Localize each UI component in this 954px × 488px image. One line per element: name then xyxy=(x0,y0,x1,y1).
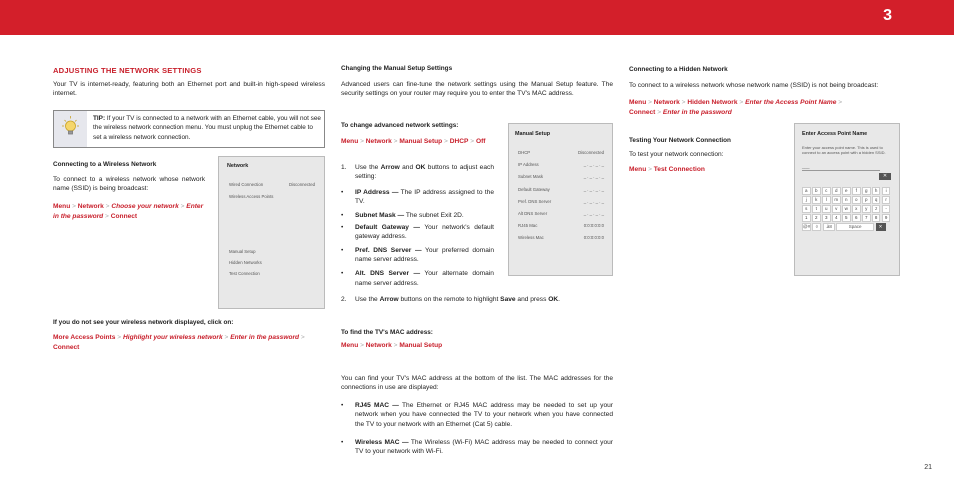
tip-label: TIP: xyxy=(93,115,106,122)
change-heading: To change advanced network settings: xyxy=(341,122,459,129)
not-see-heading: If you do not see your wireless network displayed, click on: xyxy=(53,319,234,326)
list-item: Wired Connection Disconnected xyxy=(229,182,315,187)
table-row: Wireless Mac 0:0:0:0:0:0 xyxy=(518,235,604,241)
connect-text: To connect to a wireless network whose network name (SSID) is being broadcast: xyxy=(53,175,205,193)
ap-screen-desc: Enter your access point name. This is used to connect to an access point with a hidden SSID. xyxy=(802,145,886,155)
list-item: • Alt. DNS Server — Your alternate domain name server address. xyxy=(341,269,494,287)
key-accents: .à8 xyxy=(823,223,835,231)
menu-path-more-access: More Access Points > Highlight your wireless network > Enter in the password > Connect xyxy=(53,333,305,351)
list-item: • Subnet Mask — The subnet Exit 2D. xyxy=(341,211,464,219)
column-1 xyxy=(53,66,325,99)
mac-section xyxy=(341,328,613,457)
network-screen-title: Network xyxy=(227,163,249,169)
manual-screen-rows xyxy=(518,150,604,248)
table-row: Default Gateway _ . _ . _ . _ xyxy=(518,186,604,192)
list-item: Wireless Access Points xyxy=(229,194,274,199)
key-symbols: @# xyxy=(803,224,811,229)
step-1: 1. Use the Arrow and OK buttons to adjust each setting: xyxy=(341,163,494,181)
list-item: • RJ45 MAC — The Ethernet or RJ45 MAC address may be needed to set up your network when you have connected the TV to your network when you have connected the TV to your network with an Ethernet (Cat 5) cable. xyxy=(341,401,613,428)
hidden-heading: Connecting to a Hidden Network xyxy=(629,66,728,73)
menu-path-mac: Menu > Network > Manual Setup xyxy=(341,341,443,349)
list-item: • IP Address — The IP address assigned to the TV. xyxy=(341,188,494,206)
network-screen-rows xyxy=(229,182,315,200)
tip-text xyxy=(93,114,321,142)
list-item: • Pref. DNS Server — Your preferred domain name server address. xyxy=(341,246,494,264)
key-space: Space xyxy=(836,223,874,231)
tip-box xyxy=(53,110,325,148)
wireless-section xyxy=(53,160,205,222)
test-heading: Testing Your Network Connection xyxy=(629,137,731,144)
access-point-screen xyxy=(794,123,900,276)
menu-path-dhcp: Menu > Network > Manual Setup > DHCP > Off xyxy=(341,137,486,145)
test-text: To test your network connection: xyxy=(629,150,724,158)
keyboard-bottom-row xyxy=(802,223,886,231)
ap-name-input: ___ xyxy=(802,164,880,171)
backspace-key-icon: ✕ xyxy=(876,223,886,231)
connect-heading: Connecting to a Wireless Network xyxy=(53,161,157,168)
menu-path-test: Menu > Test Connection xyxy=(629,166,705,174)
onscreen-keyboard: a b c d e f g h i j k l m n o p q r s t u v w x y z - 1 2 3 4 5 6 7 8 9 xyxy=(802,187,890,222)
backspace-icon: ✕ xyxy=(879,173,891,180)
page-number: 21 xyxy=(924,464,932,471)
table-row: Subnet Mask _ . _ . _ . _ xyxy=(518,174,604,180)
list-item: Manual Setup xyxy=(229,249,256,254)
table-row: DHCP Disconnected xyxy=(518,150,604,155)
list-item: • Wireless MAC — The Wireless (Wi-Fi) MAC address may be needed to connect your TV to your network with Wi-Fi. xyxy=(341,438,614,456)
network-menu-screen xyxy=(218,156,325,309)
list-item: • Default Gateway — Your network's default gateway address. xyxy=(341,223,494,241)
lightbulb-icon xyxy=(54,111,87,147)
manual-intro-section xyxy=(341,64,613,99)
hidden-text: To connect to a wireless network whose network name (SSID) is not being broadcast: xyxy=(629,81,879,89)
step-2: 2. Use the Arrow buttons on the remote to highlight Save and press OK. xyxy=(341,296,560,303)
table-row: Pref. DNS Server _ . _ . _ . _ xyxy=(518,198,604,204)
hidden-network-section xyxy=(629,65,901,118)
network-screen-bottom xyxy=(229,249,262,277)
not-see-section xyxy=(53,318,325,353)
test-connection-section xyxy=(629,136,779,175)
mac-heading: To find the TV's MAC address: xyxy=(341,329,433,336)
list-item: Hidden Networks xyxy=(229,260,262,265)
manual-setup-screen xyxy=(508,123,613,276)
chapter-header-bar xyxy=(0,0,954,35)
section-title: ADJUSTING THE NETWORK SETTINGS xyxy=(53,66,202,75)
tip-body: If your TV is connected to a network with an Ethernet cable, you will not see the wireless network connection menu. You must unplug the Ethernet cable to set a wireless network connection. xyxy=(93,115,321,141)
list-item: Test Connection xyxy=(229,271,260,276)
intro-text: Your TV is internet-ready, featuring both an Ethernet port and built-in high-speed wireless internet. xyxy=(53,80,325,98)
manual-intro: Advanced users can fine-tune the network settings using the Manual Setup feature. The security settings on your router may require you to enter the TV's MAC address. xyxy=(341,80,613,98)
menu-path-wireless: Menu > Network > Choose your network > Enter in the password > Connect xyxy=(53,202,204,220)
mac-intro: You can find your TV's MAC address at the bottom of the list. The MAC addresses for the connections in use are displayed: xyxy=(341,374,613,392)
table-row: Alt DNS Server _ . _ . _ . _ xyxy=(518,210,604,216)
manual-heading: Changing the Manual Setup Settings xyxy=(341,65,453,72)
key-special: ◊ xyxy=(812,223,821,231)
change-settings-section xyxy=(341,121,494,288)
table-row: IP Address _ . _ . _ . _ xyxy=(518,162,604,168)
menu-path-hidden: Menu > Network > Hidden Network > Enter the Access Point Name > Connect > Enter in the password xyxy=(629,99,843,117)
manual-screen-title: Manual Setup xyxy=(515,131,551,137)
ap-screen-title: Enter Access Point Name xyxy=(802,131,868,137)
chapter-number: 3 xyxy=(883,7,892,24)
table-row: RJ45 Mac 0:0:0:0:0:0 xyxy=(518,223,604,229)
